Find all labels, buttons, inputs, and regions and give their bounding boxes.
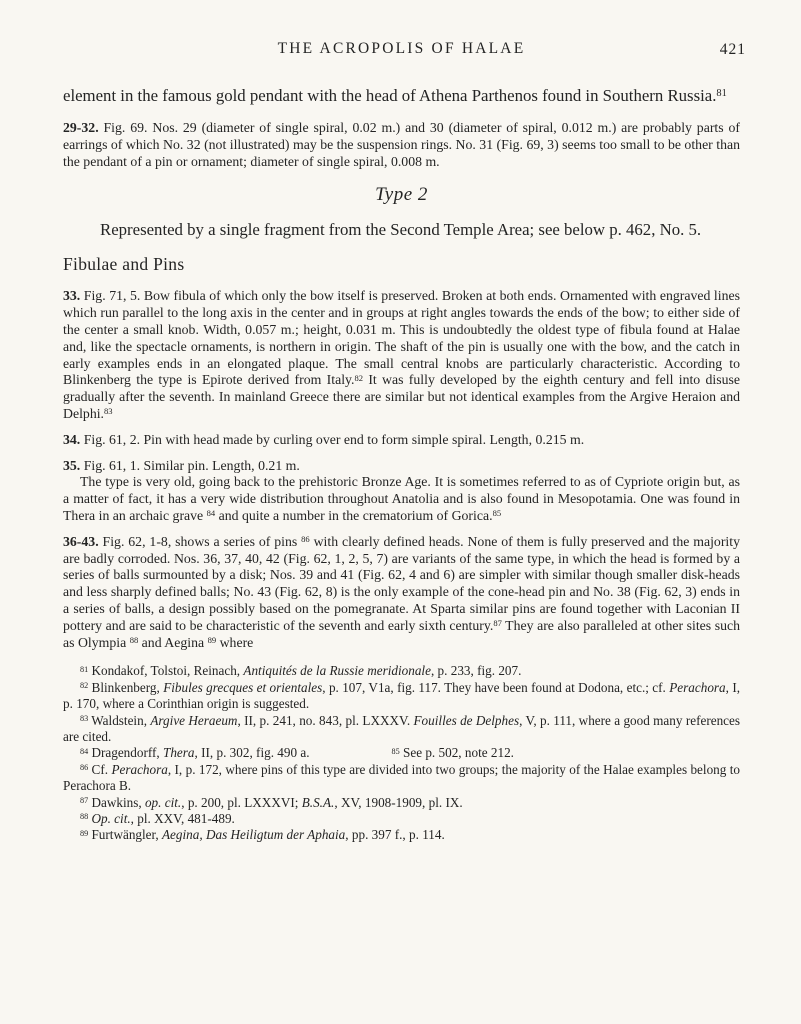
text-run: , XV, 1908-1909, pl. IX.: [334, 794, 463, 810]
running-title: THE ACROPOLIS OF HALAE: [277, 40, 526, 57]
page-header: [63, 40, 746, 62]
paragraph-type-2: [63, 218, 740, 242]
text-run: , V, p. 111, where a good many references are cited.: [63, 712, 740, 744]
text-run: with clearly defined heads. None of them is fully preserved and the majority are badly corroded. Nos. 36, 37, 40, 42 (Fig. 62, 1, 2, 5, 7) are variants of the same type, in which the head is formed by a series of balls surmounted by a disk; Nos. 39 and 41 (Fig. 62, 4 and 6) are simpler with similar though smaller disk-heads and less sharply defined balls; No. 43 (Fig. 62, 8) is the only example of the cone-head pin and No. 38 (Fig. 62, 3) ends in a series of balls, a design possibly based on the pomegranate. At Sparta similar pins are found together with Laconian II pottery and are said to be characteristic of the seventh and early sixth century.: [63, 533, 740, 633]
text-run: 33.: [63, 288, 81, 304]
footnotes-section: [63, 663, 740, 843]
footnote-ref: 82: [80, 681, 89, 691]
text-run: where: [216, 634, 254, 650]
footnote-84-85: [63, 745, 740, 761]
type-2-heading: Type 2: [375, 184, 428, 206]
footnote-ref: 87: [80, 795, 89, 805]
footnote-ref: 84: [80, 746, 89, 756]
text-run: , p. 233, fig. 207.: [430, 663, 522, 679]
footnote-86: [63, 762, 740, 795]
catalogue-entry-33: [63, 288, 740, 422]
footnote-ref: 85: [492, 508, 502, 519]
text-run: op. cit.: [144, 794, 182, 810]
text-body: [63, 84, 740, 651]
text-run: , I, p. 170, where a Corinthian origin is suggested.: [63, 679, 741, 712]
text-run: 35.: [63, 457, 81, 473]
text-run: Fig. 69. Nos. 29 (diameter of single spiral, 0.02 m.) and 30 (diameter of spiral, 0.012 m.) are probably parts of earrings of which No. 32 (not illustrated) may be the suspension rings. No. 31 (Fig. 69, 3) seems too small to be other than the pendant of a pin or ornament; diameter of single spiral, 0.008 m.: [63, 120, 740, 169]
text-run: 29-32.: [63, 120, 99, 135]
text-run: Blinkenberg,: [88, 679, 164, 695]
footnote-ref: 87: [493, 617, 502, 628]
footnote-ref: 83: [80, 713, 89, 723]
footnote-ref: 88: [80, 812, 89, 822]
catalogue-entry-34: [63, 432, 740, 449]
footnote-88: [63, 811, 740, 827]
text-run: and quite a number in the crematorium of Gorica.: [215, 507, 493, 523]
footnote-ref: 81: [716, 88, 727, 100]
text-run: Fig. 61, 1. Similar pin. Length, 0.21 m.: [80, 457, 300, 473]
text-run: Op. cit.: [91, 810, 131, 826]
text-run: 34.: [63, 431, 81, 447]
text-run: Furtwängler,: [88, 827, 162, 843]
text-run: Thera: [163, 745, 195, 761]
text-run: It was fully developed by the eighth century and fell into disuse gradually after the seventh. In mainland Greece there are similar but not identical examples from the Argive Heraion and Delphi.: [63, 372, 740, 421]
text-run: 36-43.: [63, 533, 99, 549]
text-run: B.S.A.: [301, 794, 335, 810]
text-run: , II, p. 302, fig. 490 a.: [194, 745, 310, 761]
entry-35-discussion: [63, 474, 740, 524]
text-run: Fibules grecques et orientales: [163, 679, 323, 695]
text-run: Fig. 61, 2. Pin with head made by curling over end to form simple spiral. Length, 0.215 m.: [80, 431, 585, 447]
text-run: , p. 200, pl. LXXXVI;: [181, 794, 302, 810]
text-run: Perachora: [669, 679, 726, 695]
footnote-83: [63, 713, 740, 746]
footnote-ref: 86: [301, 533, 310, 544]
text-run: Fig. 71, 5. Bow fibula of which only the bow itself is preserved. Broken at both ends. Ornamented with engraved lines which run parallel to the long axis in the center and in groups at right angles towards the ends of the bow; to either side of the center a small knob. Width, 0.057 m.; height, 0.031 m. This is undoubtedly the oldest type of fibula found at Halae and, like the spectacle ornaments, is northern in origin. The shaft of the pin is usually one with the bow, and the catch in early examples ends in an elongated plaque. The small central knobs are particularly characteristic. According to Blinkenberg the type is Epirote derived from Italy.: [63, 288, 740, 388]
text-run: element in the famous gold pendant with the head of Athena Parthenos found in Southern Russia.: [63, 86, 717, 105]
footnote-ref: 88: [129, 634, 139, 645]
catalogue-entry-29-32: [63, 120, 740, 170]
text-run: They are also paralleled at other sites such as Olympia: [63, 617, 740, 650]
footnote-ref: 86: [80, 763, 89, 773]
page-number: 421: [719, 41, 746, 58]
text-run: Fig. 62, 1-8, shows a series of pins: [98, 533, 302, 549]
text-run: Antiquités de la Russie meridionale: [243, 663, 431, 679]
text-run: Argive Heraeum: [150, 712, 238, 728]
footnote-ref: 81: [80, 664, 89, 674]
text-run: , I, p. 172, where pins of this type are divided into two groups; the majority of the Halae examples belong to Perachora B.: [63, 761, 741, 794]
footnote-81: [63, 663, 740, 679]
text-run: Waldstein,: [88, 712, 151, 728]
text-run: , p. 107, V1a, fig. 117. They have been found at Dodona, etc.; cf.: [322, 679, 670, 695]
text-run: See p. 502, note 212.: [399, 745, 514, 761]
footnote-ref: 82: [354, 372, 364, 383]
text-run: , pl. XXV, 481-489.: [130, 810, 235, 826]
text-run: Cf.: [88, 761, 112, 777]
text-run: Dawkins,: [88, 794, 145, 810]
footnote-82: [63, 680, 740, 713]
paragraph-opening: [63, 84, 740, 108]
text-run: Dragendorff,: [88, 745, 163, 761]
text-run: Represented by a single fragment from the Second Temple Area; see below p. 462, No. 5.: [100, 220, 702, 240]
catalogue-entry-35: [63, 458, 740, 475]
footnote-ref: 83: [104, 406, 113, 417]
footnote-ref: 89: [207, 634, 217, 645]
text-run: Aegina, Das Heiligtum der Aphaia: [162, 827, 346, 843]
text-run: and Aegina: [138, 634, 208, 650]
text-run: Fouilles de Delphes: [413, 712, 520, 728]
text-run: Kondakof, Tolstoi, Reinach,: [88, 663, 244, 679]
text-run: , II, p. 241, no. 843, pl. LXXXV.: [237, 712, 414, 728]
footnote-ref: 89: [80, 828, 89, 838]
section-heading-fibulae-and-pins: Fibulae and Pins: [63, 254, 185, 275]
text-run: , pp. 397 f., p. 114.: [345, 827, 445, 843]
text-run: Perachora: [111, 761, 168, 777]
footnote-87: [63, 795, 740, 811]
text-run: The type is very old, going back to the prehistoric Bronze Age. It is sometimes referred to as of Cypriote origin but, as a matter of fact, it has a very wide distribution throughout Anatolia and is also found in Mesopotamia. One was found in Thera in an archaic grave: [63, 474, 740, 523]
catalogue-entry-36-43: [63, 534, 740, 652]
footnote-ref: 85: [391, 746, 400, 756]
footnote-ref: 84: [206, 508, 216, 519]
footnote-89: [63, 827, 740, 843]
